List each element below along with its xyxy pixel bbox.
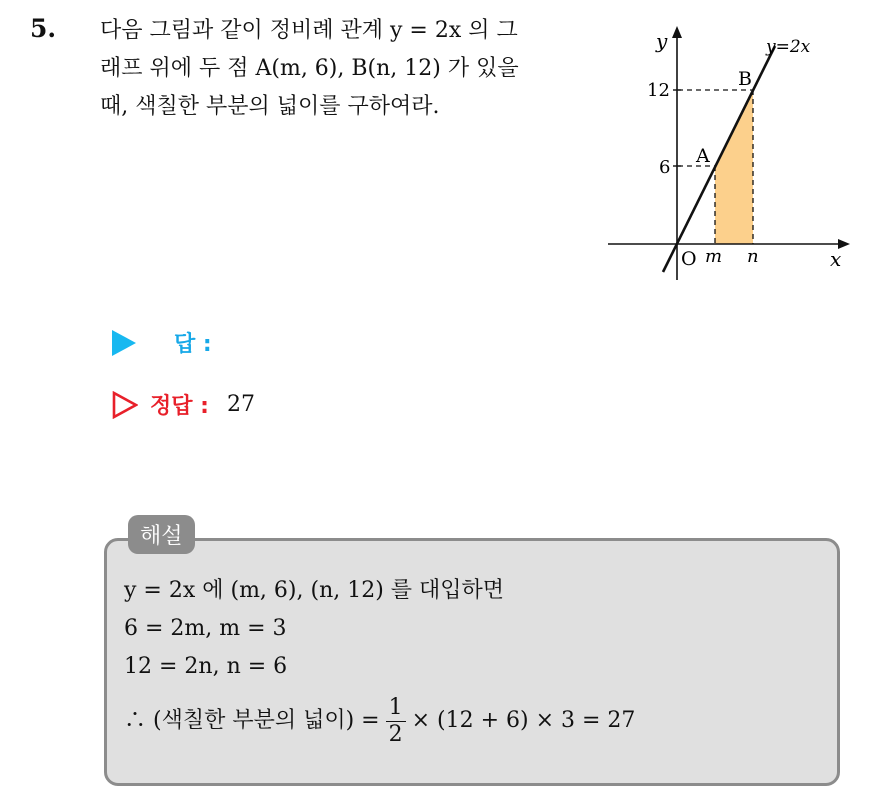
key-answer-row: [112, 389, 255, 420]
play-triangle-icon: [112, 330, 136, 356]
graph-figure: [604, 22, 860, 284]
solution-line-4: [124, 686, 824, 756]
solution-line-1: y = 2x 에 (m, 6), (n, 12) 를 대입하면: [124, 578, 505, 603]
x-axis-label: x: [830, 247, 842, 271]
answer-row: [112, 327, 212, 358]
origin-label: O: [681, 248, 697, 270]
question-number: 5.: [30, 14, 57, 43]
question-line-2: 래프 위에 두 점 A(m, 6), B(n, 12) 가 있을: [100, 56, 519, 81]
fraction-numerator: 1: [386, 695, 406, 722]
question-line-3: 때, 색칠한 부분의 넓이를 구하여라.: [100, 94, 440, 119]
solution-line-3: 12 = 2n, n = 6: [124, 654, 288, 679]
question-text: [100, 12, 580, 126]
tick-label-6: 6: [659, 157, 671, 178]
key-answer-value: 27: [226, 392, 255, 417]
solution-tab: 해설: [128, 515, 195, 554]
answer-label: 답 :: [174, 332, 212, 357]
y-axis-arrow: [672, 26, 682, 38]
solution-line-2: 6 = 2m, m = 3: [124, 616, 287, 641]
point-a-label: A: [696, 145, 710, 167]
line-label: y=2x: [766, 37, 811, 57]
outline-triangle-icon: [112, 391, 138, 419]
point-b-label: B: [738, 68, 752, 90]
tick-label-n: n: [747, 246, 759, 267]
y-axis-label: y: [656, 29, 668, 53]
question-line-1: 다음 그림과 같이 정비례 관계 y = 2x 의 그: [100, 18, 518, 43]
solution-content: [124, 572, 824, 756]
solution-line-4-prefix: ∴ (색칠한 부분의 넓이) =: [124, 708, 380, 733]
shaded-region: [715, 90, 753, 244]
fraction-one-half: [386, 695, 406, 748]
tick-label-m: m: [705, 246, 723, 267]
tick-label-12: 12: [647, 80, 670, 101]
fraction-denominator: 2: [388, 721, 403, 747]
key-answer-label: 정답 :: [150, 394, 209, 419]
solution-line-4-suffix: × (12 + 6) × 3 = 27: [411, 708, 636, 733]
